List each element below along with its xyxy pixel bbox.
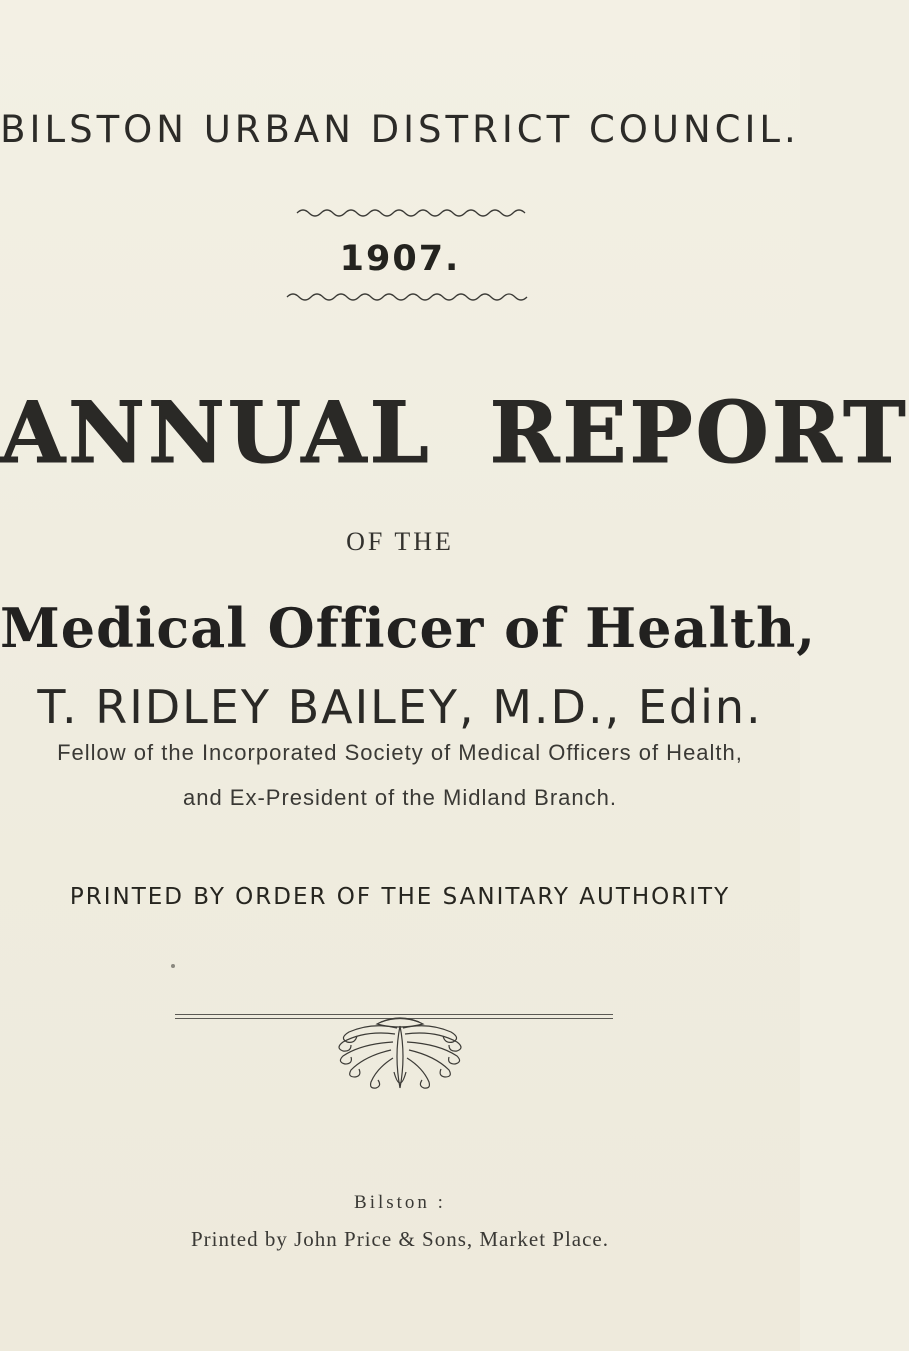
report-title <box>0 383 909 482</box>
officer-title: Medical Officer of Health, <box>0 596 817 660</box>
credentials-line-1: Fellow of the Incorporated Society of Medical Officers of Health, <box>57 740 743 765</box>
publication-place: Bilston : <box>354 1192 446 1213</box>
report-year: 1907. <box>339 239 461 279</box>
ink-speck <box>171 964 175 968</box>
officer-name: T. RIDLEY BAILEY, M.D., Edin. <box>37 680 763 734</box>
wavy-rule-lower <box>0 290 800 304</box>
scroll-flourish-ornament-icon <box>315 1012 485 1102</box>
printed-by-order: PRINTED BY ORDER OF THE SANITARY AUTHORITY <box>69 884 731 910</box>
wavy-rule-upper <box>0 206 800 220</box>
council-heading: BILSTON URBAN DISTRICT COUNCIL. <box>0 108 800 151</box>
report-title-annual: ANNUAL <box>0 383 432 482</box>
credentials <box>0 730 800 820</box>
of-the-label: OF THE <box>346 527 454 556</box>
credentials-line-2: and Ex-President of the Midland Branch. <box>182 785 617 810</box>
report-title-report: REPORT <box>489 383 909 482</box>
printer-imprint: Printed by John Price & Sons, Market Place. <box>190 1227 610 1251</box>
